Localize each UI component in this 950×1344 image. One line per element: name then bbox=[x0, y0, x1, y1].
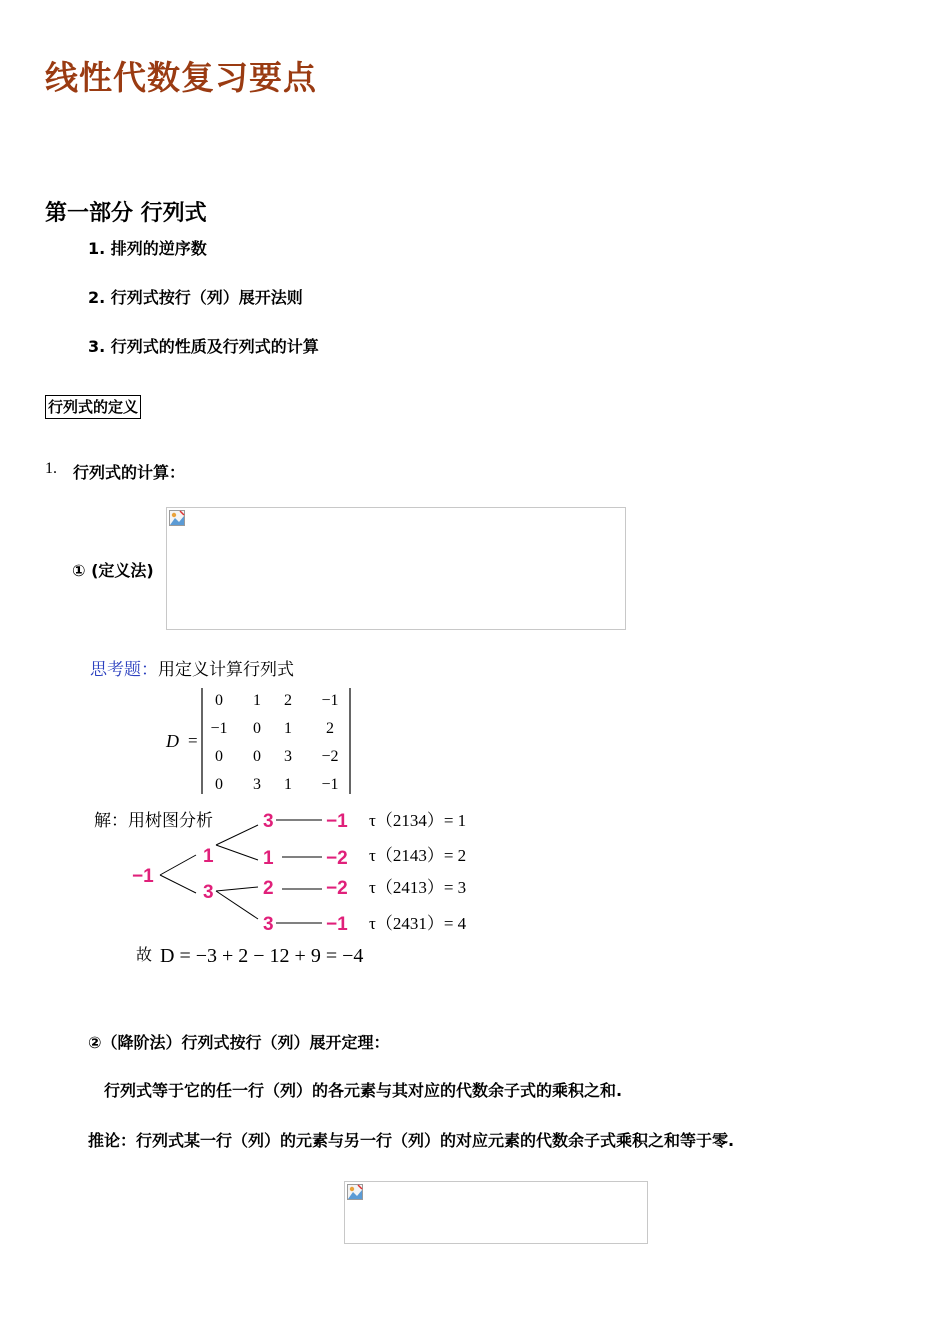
tree-level1-node: 3 bbox=[203, 882, 214, 903]
definition-heading: 行列式的定义 bbox=[45, 395, 141, 419]
matrix-cell: 2 bbox=[326, 720, 334, 737]
method1-label: ① (定义法) bbox=[72, 561, 154, 580]
think-text: 用定义计算行列式 bbox=[158, 660, 294, 680]
tree-diagram bbox=[90, 803, 510, 973]
conclusion-formula: D = −3 + 2 − 12 + 9 = −4 bbox=[160, 945, 364, 967]
image-placeholder-expansion bbox=[344, 1181, 648, 1244]
matrix-cell: 1 bbox=[284, 720, 292, 737]
matrix-cell: 0 bbox=[253, 748, 261, 765]
think-label: 思考题： bbox=[90, 660, 158, 680]
matrix-cell: 1 bbox=[253, 692, 261, 709]
tree-level2-node: 3 bbox=[263, 811, 274, 832]
matrix-cell: −1 bbox=[321, 692, 339, 709]
tree-level2-node: 2 bbox=[263, 878, 274, 899]
toc-item-1: 1. 排列的逆序数 bbox=[88, 239, 207, 258]
toc-item-3: 3. 行列式的性质及行列式的计算 bbox=[88, 337, 319, 356]
determinant-matrix bbox=[160, 685, 360, 797]
broken-image-icon bbox=[169, 510, 185, 526]
broken-image-icon bbox=[347, 1184, 363, 1200]
tau-value: τ（2431）= 4 bbox=[369, 914, 467, 933]
tau-value: τ（2134）= 1 bbox=[369, 811, 467, 830]
think-question bbox=[90, 655, 294, 680]
matrix-cell: −1 bbox=[321, 776, 339, 793]
matrix-cell: 3 bbox=[253, 776, 261, 793]
matrix-name: D bbox=[166, 731, 179, 751]
section-number: 1. bbox=[45, 460, 57, 477]
tau-value: τ（2413）= 3 bbox=[369, 878, 467, 897]
tree-level2-node: 1 bbox=[263, 848, 274, 869]
expansion-theorem: 行列式等于它的任一行（列）的各元素与其对应的代数余子式的乘积之和. bbox=[104, 1081, 623, 1100]
document-title: 线性代数复习要点 bbox=[45, 58, 317, 97]
matrix-cell: 1 bbox=[284, 776, 292, 793]
image-placeholder-definition bbox=[166, 507, 626, 630]
matrix-cell: 0 bbox=[215, 692, 223, 709]
matrix-cell: 0 bbox=[253, 720, 261, 737]
tree-intro: 解：用树图分析 bbox=[94, 811, 213, 831]
tree-leaf: −1 bbox=[326, 914, 348, 935]
tree-leaf: −1 bbox=[326, 811, 348, 832]
tau-value: τ（2143）= 2 bbox=[369, 846, 467, 865]
matrix-cell: −1 bbox=[210, 720, 228, 737]
section-heading: 行列式的计算： bbox=[73, 463, 186, 482]
toc-item-2: 2. 行列式按行（列）展开法则 bbox=[88, 288, 303, 307]
matrix-eq: = bbox=[188, 731, 198, 750]
part-heading: 第一部分 行列式 bbox=[45, 201, 207, 226]
matrix-cell: 0 bbox=[215, 776, 223, 793]
corollary: 推论：行列式某一行（列）的元素与另一行（列）的对应元素的代数余子式乘积之和等于零. bbox=[88, 1131, 735, 1150]
method2-heading: ②（降阶法）行列式按行（列）展开定理： bbox=[88, 1033, 390, 1052]
matrix-cell: 2 bbox=[284, 692, 292, 709]
matrix-cell: 0 bbox=[215, 748, 223, 765]
matrix-cell: −2 bbox=[321, 748, 339, 765]
tree-level1-node: 1 bbox=[203, 846, 214, 867]
tree-leaf: −2 bbox=[326, 848, 348, 869]
tree-leaf: −2 bbox=[326, 878, 348, 899]
tree-branches bbox=[160, 820, 322, 923]
tree-level2-node: 3 bbox=[263, 914, 274, 935]
matrix-cell: 3 bbox=[284, 748, 292, 765]
conclusion-prefix: 故 bbox=[136, 945, 153, 964]
tree-root: −1 bbox=[132, 866, 154, 887]
